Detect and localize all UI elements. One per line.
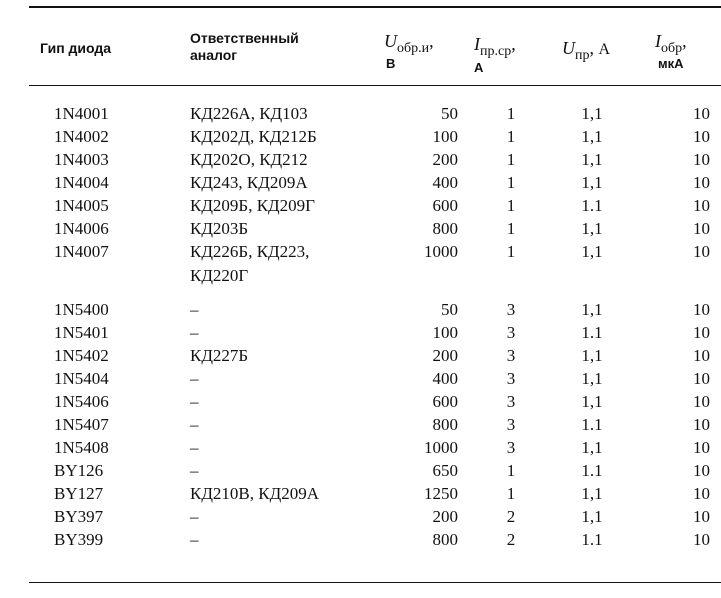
cell-reverse-voltage: 800 xyxy=(432,219,458,238)
table-row xyxy=(0,345,721,367)
cell-reverse-current: 10 xyxy=(693,196,710,215)
cell-reverse-voltage: 1250 xyxy=(424,484,458,503)
cell-reverse-voltage: 200 xyxy=(432,150,458,169)
header-analog-line1: Ответственный xyxy=(190,30,299,46)
table-row xyxy=(0,299,721,321)
cell-forward-voltage: 1,1 xyxy=(581,392,603,411)
cell-reverse-voltage: 200 xyxy=(432,346,458,365)
cell-diode-type: BY126 xyxy=(54,461,104,480)
cell-forward-voltage: 1,1 xyxy=(581,173,603,192)
cell-diode-type: 1N4006 xyxy=(54,219,109,238)
cell-forward-current: 1 xyxy=(506,104,516,123)
header-reverse-voltage: $U_{обр.и}$, xyxy=(384,31,434,56)
cell-analog: КД227Б xyxy=(190,346,249,365)
cell-reverse-current: 10 xyxy=(693,484,710,503)
cell-forward-current: 1 xyxy=(506,219,516,238)
cell-reverse-voltage: 600 xyxy=(432,392,458,411)
cell-reverse-current: 10 xyxy=(693,438,710,457)
cell-analog: – xyxy=(190,507,199,526)
cell-reverse-voltage: 200 xyxy=(432,507,458,526)
cell-analog: КД209Б, КД209Г xyxy=(190,196,315,215)
cell-reverse-current: 10 xyxy=(693,369,710,388)
cell-forward-current: 3 xyxy=(506,323,516,342)
cell-reverse-current: 10 xyxy=(693,507,710,526)
cell-analog: КД226А, КД103 xyxy=(190,104,308,123)
cell-analog: КД203Б xyxy=(190,219,249,238)
cell-reverse-voltage: 1000 xyxy=(424,242,458,261)
cell-forward-current: 1 xyxy=(506,196,516,215)
cell-reverse-current: 10 xyxy=(693,150,710,169)
cell-reverse-current: 10 xyxy=(693,530,710,549)
header-reverse-current-unit: мкА xyxy=(658,56,684,71)
cell-analog: – xyxy=(190,461,199,480)
cell-forward-voltage: 1,1 xyxy=(581,346,603,365)
cell-reverse-voltage: 600 xyxy=(432,196,458,215)
cell-analog: КД202О, КД212 xyxy=(190,150,308,169)
table-row xyxy=(0,506,721,528)
cell-analog: – xyxy=(190,530,199,549)
cell-diode-type: BY397 xyxy=(54,507,104,526)
cell-reverse-current: 10 xyxy=(693,415,710,434)
cell-diode-type: 1N4007 xyxy=(54,242,109,261)
cell-forward-voltage: 1.1 xyxy=(581,461,603,480)
header-analog-line2: аналог xyxy=(190,47,238,63)
cell-reverse-voltage: 400 xyxy=(432,173,458,192)
cell-reverse-voltage: 1000 xyxy=(424,438,458,457)
cell-diode-type: 1N5404 xyxy=(54,369,109,388)
cell-reverse-voltage: 100 xyxy=(432,323,458,342)
cell-forward-voltage: 1,1 xyxy=(581,104,603,123)
cell-analog-continued: КД220Г xyxy=(190,266,249,285)
cell-reverse-voltage: 400 xyxy=(432,369,458,388)
header-rule xyxy=(29,85,721,86)
header-reverse-current: $I_{обр}$, xyxy=(655,31,687,56)
table-row xyxy=(0,241,721,285)
cell-reverse-current: 10 xyxy=(693,300,710,319)
table-row xyxy=(0,483,721,505)
table-row xyxy=(0,391,721,413)
cell-diode-type: 1N5400 xyxy=(54,300,109,319)
cell-reverse-current: 10 xyxy=(693,127,710,146)
cell-analog: КД243, КД209А xyxy=(190,173,308,192)
table-row xyxy=(0,149,721,171)
cell-forward-voltage: 1,1 xyxy=(581,484,603,503)
cell-forward-voltage: 1.1 xyxy=(581,196,603,215)
cell-reverse-voltage: 100 xyxy=(432,127,458,146)
cell-forward-current: 3 xyxy=(506,300,516,319)
table-bottom-rule xyxy=(29,582,721,583)
cell-analog: – xyxy=(190,300,199,319)
cell-forward-current: 1 xyxy=(506,242,516,261)
cell-forward-voltage: 1,1 xyxy=(581,438,603,457)
cell-forward-voltage: 1.1 xyxy=(581,323,603,342)
cell-forward-current: 1 xyxy=(506,150,516,169)
cell-reverse-current: 10 xyxy=(693,461,710,480)
table-top-rule xyxy=(29,6,721,8)
table-row xyxy=(0,322,721,344)
cell-forward-voltage: 1,1 xyxy=(581,219,603,238)
cell-forward-current: 1 xyxy=(506,173,516,192)
cell-forward-current: 3 xyxy=(506,369,516,388)
cell-forward-voltage: 1,1 xyxy=(581,242,603,261)
cell-diode-type: 1N4001 xyxy=(54,104,109,123)
cell-reverse-current: 10 xyxy=(693,219,710,238)
cell-analog: КД210В, КД209А xyxy=(190,484,319,503)
cell-analog: – xyxy=(190,438,199,457)
cell-forward-current: 2 xyxy=(506,507,516,526)
cell-reverse-current: 10 xyxy=(693,242,710,261)
cell-forward-current: 3 xyxy=(506,346,516,365)
cell-diode-type: 1N4003 xyxy=(54,150,109,169)
header-forward-current-unit: А xyxy=(474,60,484,75)
cell-forward-current: 3 xyxy=(506,392,516,411)
cell-forward-current: 1 xyxy=(506,127,516,146)
cell-diode-type: 1N5408 xyxy=(54,438,109,457)
cell-analog: КД202Д, КД212Б xyxy=(190,127,317,146)
cell-reverse-voltage: 800 xyxy=(432,415,458,434)
cell-forward-voltage: 1.1 xyxy=(581,530,603,549)
cell-analog: – xyxy=(190,323,199,342)
cell-analog: КД226Б, КД223, xyxy=(190,242,310,261)
cell-diode-type: 1N5402 xyxy=(54,346,109,365)
cell-reverse-voltage: 50 xyxy=(441,104,458,123)
table-row xyxy=(0,460,721,482)
header-reverse-voltage-unit: В xyxy=(386,56,396,71)
cell-reverse-voltage: 650 xyxy=(432,461,458,480)
cell-reverse-current: 10 xyxy=(693,104,710,123)
cell-diode-type: 1N4002 xyxy=(54,127,109,146)
table-row xyxy=(0,414,721,436)
cell-diode-type: 1N5401 xyxy=(54,323,109,342)
cell-forward-voltage: 1,1 xyxy=(581,507,603,526)
table-row xyxy=(0,368,721,390)
cell-reverse-current: 10 xyxy=(693,323,710,342)
cell-forward-current: 3 xyxy=(506,415,516,434)
cell-reverse-current: 10 xyxy=(693,392,710,411)
cell-diode-type: 1N5406 xyxy=(54,392,109,411)
header-forward-voltage: $U_{пр}$, А xyxy=(562,38,611,63)
table-row xyxy=(0,172,721,194)
cell-diode-type: 1N5407 xyxy=(54,415,109,434)
cell-forward-voltage: 1,1 xyxy=(581,150,603,169)
table-row xyxy=(0,529,721,551)
table-row xyxy=(0,126,721,148)
table-row xyxy=(0,437,721,459)
cell-reverse-current: 10 xyxy=(693,346,710,365)
cell-forward-current: 3 xyxy=(506,438,516,457)
cell-analog: – xyxy=(190,415,199,434)
cell-reverse-current: 10 xyxy=(693,173,710,192)
cell-reverse-voltage: 50 xyxy=(441,300,458,319)
cell-forward-voltage: 1,1 xyxy=(581,300,603,319)
table-row xyxy=(0,103,721,125)
cell-forward-current: 1 xyxy=(506,461,516,480)
table-row xyxy=(0,195,721,217)
cell-diode-type: BY399 xyxy=(54,530,104,549)
cell-diode-type: BY127 xyxy=(54,484,104,503)
header-diode-type: Гип диода xyxy=(40,40,112,56)
cell-forward-voltage: 1.1 xyxy=(581,415,603,434)
cell-diode-type: 1N4005 xyxy=(54,196,109,215)
table-row xyxy=(0,218,721,240)
header-forward-current: $I_{пр.ср}$, xyxy=(474,34,516,59)
cell-forward-voltage: 1,1 xyxy=(581,369,603,388)
cell-forward-current: 1 xyxy=(506,484,516,503)
cell-diode-type: 1N4004 xyxy=(54,173,109,192)
cell-analog: – xyxy=(190,369,199,388)
cell-forward-voltage: 1,1 xyxy=(581,127,603,146)
cell-reverse-voltage: 800 xyxy=(432,530,458,549)
cell-analog: – xyxy=(190,392,199,411)
cell-forward-current: 2 xyxy=(506,530,516,549)
